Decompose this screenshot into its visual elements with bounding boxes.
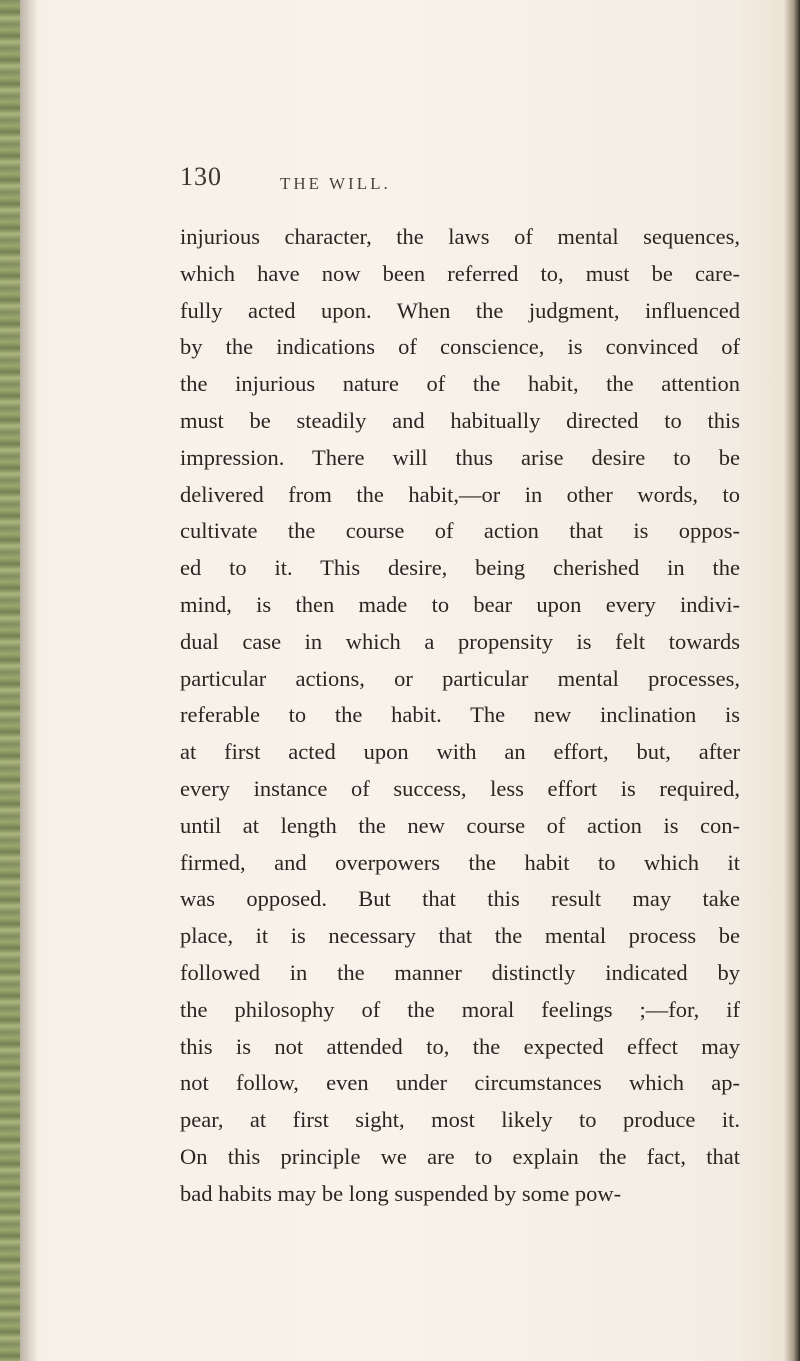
text-line: pear, at first sight, most likely to produce it.: [180, 1107, 740, 1133]
text-line: at first acted upon with an effort, but, after: [180, 739, 740, 765]
running-head: THE WILL.: [280, 174, 391, 193]
text-line: place, it is necessary that the mental process be: [180, 923, 740, 949]
binding-shadow: [20, 0, 38, 1361]
page-number: 130: [180, 162, 222, 191]
text-line: impression. There will thus arise desire to be: [180, 444, 740, 470]
text-line: fully acted upon. When the judgment, influenced: [180, 297, 740, 323]
text-line: bad habits may be long suspended by some pow-: [180, 1180, 622, 1206]
text-line: delivered from the habit,—or in other words, to: [180, 481, 740, 507]
text-line: dual case in which a propensity is felt towards: [180, 628, 740, 654]
text-line: followed in the manner distinctly indicated by: [180, 959, 740, 985]
text-line: cultivate the course of action that is oppos-: [180, 518, 740, 544]
text-line: particular actions, or particular mental processes,: [180, 665, 740, 691]
text-line: the philosophy of the moral feelings ;—for, if: [180, 996, 740, 1022]
text-line: which have now been referred to, must be care-: [180, 260, 740, 286]
text-line: injurious character, the laws of mental sequences,: [180, 224, 740, 249]
text-line: On this principle we are to explain the fact, that: [180, 1143, 740, 1169]
text-line: referable to the habit. The new inclination is: [180, 702, 740, 728]
book-binding-edge: [0, 0, 20, 1361]
text-line: must be steadily and habitually directed to this: [180, 407, 740, 433]
text-line: this is not attended to, the expected effect may: [180, 1033, 740, 1059]
text-line: the injurious nature of the habit, the attention: [180, 371, 740, 397]
text-line: firmed, and overpowers the habit to which it: [180, 849, 740, 875]
page-right-edge: [784, 0, 800, 1361]
text-line: mind, is then made to bear upon every indivi-: [180, 591, 740, 617]
text-line: not follow, even under circumstances which ap-: [180, 1070, 740, 1096]
body-text: [180, 219, 740, 1213]
text-line: until at length the new course of action is con-: [180, 812, 740, 838]
text-line: every instance of success, less effort is required,: [180, 775, 740, 801]
text-line: by the indications of conscience, is convinced of: [180, 334, 740, 360]
page-header: [180, 160, 740, 200]
text-line: was opposed. But that this result may take: [180, 886, 740, 912]
text-line: ed to it. This desire, being cherished in the: [180, 555, 740, 581]
